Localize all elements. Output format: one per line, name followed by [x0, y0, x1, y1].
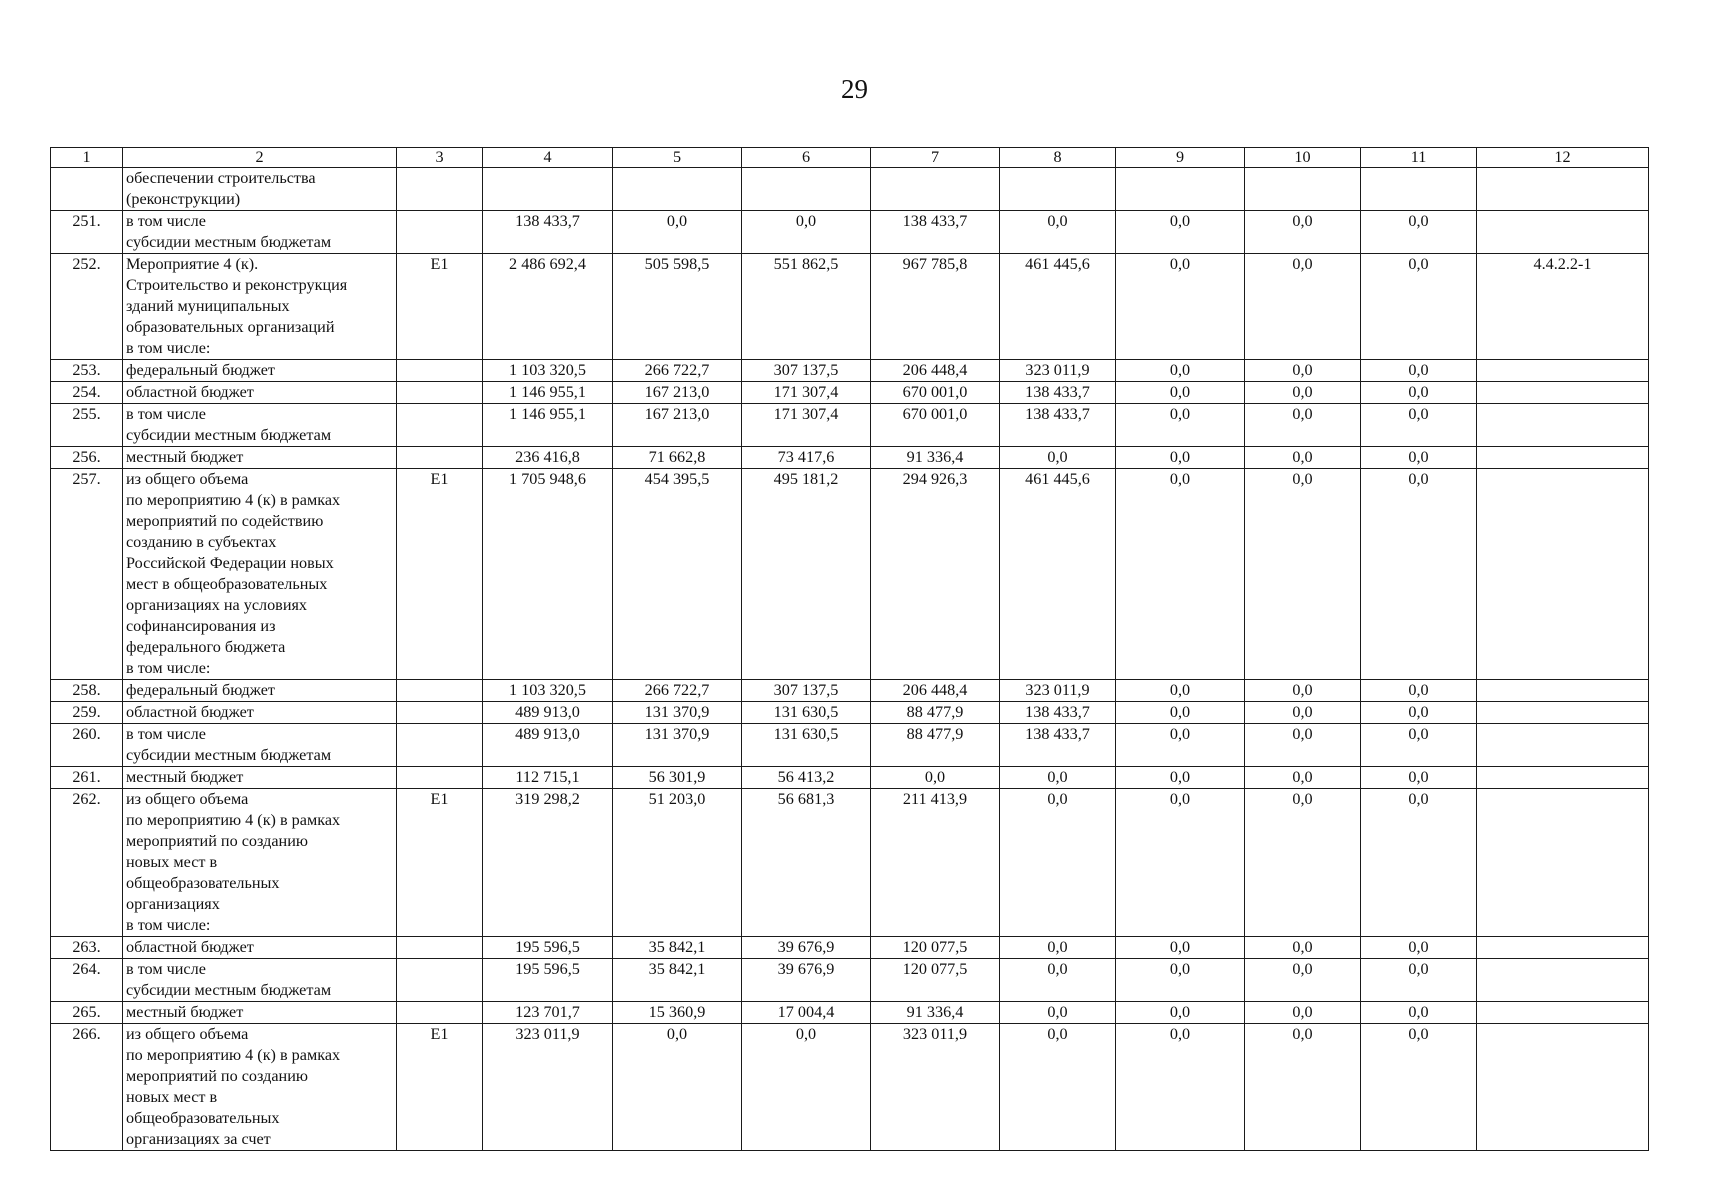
- value-cell: 0,0: [1245, 360, 1361, 382]
- table-body: [51, 168, 1649, 1151]
- value-cell: 56 301,9: [613, 767, 742, 789]
- row-code: [397, 724, 483, 767]
- value-cell: [871, 168, 1000, 211]
- row-description: местный бюджет: [123, 767, 397, 789]
- value-cell: 171 307,4: [742, 404, 871, 447]
- value-cell: 461 445,6: [1000, 469, 1116, 680]
- row-reference: [1477, 767, 1649, 789]
- value-cell: 0,0: [1000, 959, 1116, 1002]
- row-reference: [1477, 469, 1649, 680]
- value-cell: 138 433,7: [1000, 702, 1116, 724]
- value-cell: 0,0: [1245, 211, 1361, 254]
- value-cell: 0,0: [1361, 680, 1477, 702]
- value-cell: [1245, 168, 1361, 211]
- row-code: [397, 767, 483, 789]
- row-code: [397, 447, 483, 469]
- row-number: 260.: [51, 724, 123, 767]
- row-description: областной бюджет: [123, 937, 397, 959]
- row-reference: [1477, 724, 1649, 767]
- row-code: [397, 680, 483, 702]
- value-cell: 0,0: [1361, 382, 1477, 404]
- value-cell: 39 676,9: [742, 937, 871, 959]
- value-cell: 206 448,4: [871, 680, 1000, 702]
- row-code: Е1: [397, 254, 483, 360]
- row-description: федеральный бюджет: [123, 360, 397, 382]
- row-reference: [1477, 168, 1649, 211]
- value-cell: 0,0: [1245, 789, 1361, 937]
- row-number: 261.: [51, 767, 123, 789]
- value-cell: 0,0: [1000, 767, 1116, 789]
- value-cell: 0,0: [1361, 404, 1477, 447]
- row-description: в том числе субсидии местным бюджетам: [123, 404, 397, 447]
- row-number: 265.: [51, 1002, 123, 1024]
- value-cell: 1 705 948,6: [483, 469, 613, 680]
- value-cell: 495 181,2: [742, 469, 871, 680]
- value-cell: 0,0: [1245, 404, 1361, 447]
- value-cell: 294 926,3: [871, 469, 1000, 680]
- value-cell: 0,0: [1361, 767, 1477, 789]
- row-description: местный бюджет: [123, 1002, 397, 1024]
- value-cell: 0,0: [1361, 959, 1477, 1002]
- value-cell: 0,0: [1116, 447, 1245, 469]
- row-code: [397, 1002, 483, 1024]
- value-cell: 1 146 955,1: [483, 382, 613, 404]
- value-cell: 138 433,7: [1000, 382, 1116, 404]
- value-cell: 0,0: [1116, 1024, 1245, 1151]
- value-cell: 551 862,5: [742, 254, 871, 360]
- column-header: 8: [1000, 148, 1116, 168]
- row-code: Е1: [397, 789, 483, 937]
- column-header: 1: [51, 148, 123, 168]
- row-code: [397, 404, 483, 447]
- value-cell: 0,0: [613, 211, 742, 254]
- row-number: 262.: [51, 789, 123, 937]
- row-number: 259.: [51, 702, 123, 724]
- value-cell: 195 596,5: [483, 959, 613, 1002]
- value-cell: 0,0: [1116, 937, 1245, 959]
- row-reference: 4.4.2.2-1: [1477, 254, 1649, 360]
- value-cell: 236 416,8: [483, 447, 613, 469]
- row-reference: [1477, 1002, 1649, 1024]
- row-code: [397, 937, 483, 959]
- column-header: 3: [397, 148, 483, 168]
- row-reference: [1477, 382, 1649, 404]
- value-cell: 0,0: [1245, 469, 1361, 680]
- row-code: [397, 360, 483, 382]
- value-cell: 0,0: [1116, 680, 1245, 702]
- value-cell: [613, 168, 742, 211]
- value-cell: 0,0: [1361, 1024, 1477, 1151]
- value-cell: 0,0: [1116, 469, 1245, 680]
- value-cell: 0,0: [613, 1024, 742, 1151]
- table-row: [51, 1024, 1649, 1151]
- value-cell: 323 011,9: [483, 1024, 613, 1151]
- row-code: [397, 382, 483, 404]
- row-description: в том числе субсидии местным бюджетам: [123, 724, 397, 767]
- value-cell: 56 681,3: [742, 789, 871, 937]
- value-cell: 91 336,4: [871, 447, 1000, 469]
- value-cell: 17 004,4: [742, 1002, 871, 1024]
- row-number: 253.: [51, 360, 123, 382]
- value-cell: 131 630,5: [742, 702, 871, 724]
- value-cell: 670 001,0: [871, 404, 1000, 447]
- value-cell: 195 596,5: [483, 937, 613, 959]
- row-number: 257.: [51, 469, 123, 680]
- value-cell: 0,0: [1361, 447, 1477, 469]
- value-cell: 0,0: [1245, 680, 1361, 702]
- value-cell: 0,0: [1000, 211, 1116, 254]
- value-cell: 0,0: [1245, 767, 1361, 789]
- row-reference: [1477, 680, 1649, 702]
- table-row: [51, 168, 1649, 211]
- row-reference: [1477, 937, 1649, 959]
- table-row: [51, 937, 1649, 959]
- value-cell: 167 213,0: [613, 382, 742, 404]
- row-number: [51, 168, 123, 211]
- value-cell: 120 077,5: [871, 937, 1000, 959]
- table-row: [51, 211, 1649, 254]
- value-cell: 454 395,5: [613, 469, 742, 680]
- value-cell: 489 913,0: [483, 724, 613, 767]
- value-cell: 211 413,9: [871, 789, 1000, 937]
- value-cell: 1 103 320,5: [483, 360, 613, 382]
- row-description: в том числе субсидии местным бюджетам: [123, 211, 397, 254]
- table-row: [51, 789, 1649, 937]
- budget-table: [50, 147, 1649, 1151]
- value-cell: 0,0: [1245, 254, 1361, 360]
- value-cell: 15 360,9: [613, 1002, 742, 1024]
- value-cell: 35 842,1: [613, 937, 742, 959]
- table-row: [51, 254, 1649, 360]
- column-header: 4: [483, 148, 613, 168]
- column-header: 5: [613, 148, 742, 168]
- value-cell: 0,0: [1361, 360, 1477, 382]
- value-cell: 0,0: [871, 767, 1000, 789]
- value-cell: 138 433,7: [1000, 724, 1116, 767]
- value-cell: 0,0: [1000, 789, 1116, 937]
- row-code: Е1: [397, 1024, 483, 1151]
- row-code: [397, 211, 483, 254]
- value-cell: 0,0: [1245, 937, 1361, 959]
- value-cell: 0,0: [1000, 1024, 1116, 1151]
- value-cell: 71 662,8: [613, 447, 742, 469]
- value-cell: 266 722,7: [613, 360, 742, 382]
- value-cell: 138 433,7: [871, 211, 1000, 254]
- column-header: 7: [871, 148, 1000, 168]
- value-cell: 0,0: [1116, 767, 1245, 789]
- row-description: из общего объема по мероприятию 4 (к) в рамках мероприятий по созданию новых мест в общеобразовательных организациях в том числе:: [123, 789, 397, 937]
- value-cell: 0,0: [1116, 789, 1245, 937]
- value-cell: 123 701,7: [483, 1002, 613, 1024]
- row-description: областной бюджет: [123, 702, 397, 724]
- value-cell: 0,0: [1116, 724, 1245, 767]
- value-cell: 670 001,0: [871, 382, 1000, 404]
- value-cell: 0,0: [1245, 1002, 1361, 1024]
- row-description: областной бюджет: [123, 382, 397, 404]
- table-row: [51, 959, 1649, 1002]
- value-cell: [1116, 168, 1245, 211]
- value-cell: 0,0: [1116, 404, 1245, 447]
- value-cell: 171 307,4: [742, 382, 871, 404]
- value-cell: 323 011,9: [1000, 360, 1116, 382]
- row-number: 254.: [51, 382, 123, 404]
- row-code: [397, 959, 483, 1002]
- value-cell: 0,0: [1000, 447, 1116, 469]
- column-header: 2: [123, 148, 397, 168]
- value-cell: 0,0: [1000, 1002, 1116, 1024]
- value-cell: 0,0: [1116, 1002, 1245, 1024]
- value-cell: 51 203,0: [613, 789, 742, 937]
- value-cell: 0,0: [742, 211, 871, 254]
- value-cell: 2 486 692,4: [483, 254, 613, 360]
- table-row: [51, 724, 1649, 767]
- row-number: 256.: [51, 447, 123, 469]
- value-cell: 0,0: [1361, 254, 1477, 360]
- value-cell: 73 417,6: [742, 447, 871, 469]
- value-cell: 967 785,8: [871, 254, 1000, 360]
- value-cell: 319 298,2: [483, 789, 613, 937]
- row-description: федеральный бюджет: [123, 680, 397, 702]
- value-cell: 138 433,7: [483, 211, 613, 254]
- value-cell: 0,0: [1361, 211, 1477, 254]
- row-reference: [1477, 1024, 1649, 1151]
- value-cell: 88 477,9: [871, 702, 1000, 724]
- value-cell: 0,0: [1116, 254, 1245, 360]
- value-cell: [1361, 168, 1477, 211]
- value-cell: 323 011,9: [871, 1024, 1000, 1151]
- value-cell: 505 598,5: [613, 254, 742, 360]
- value-cell: 206 448,4: [871, 360, 1000, 382]
- column-header: 10: [1245, 148, 1361, 168]
- value-cell: 0,0: [1361, 789, 1477, 937]
- value-cell: 0,0: [1116, 382, 1245, 404]
- value-cell: 0,0: [742, 1024, 871, 1151]
- value-cell: 0,0: [1361, 724, 1477, 767]
- table-row: [51, 360, 1649, 382]
- row-description: в том числе субсидии местным бюджетам: [123, 959, 397, 1002]
- row-code: [397, 702, 483, 724]
- value-cell: 35 842,1: [613, 959, 742, 1002]
- row-number: 263.: [51, 937, 123, 959]
- row-reference: [1477, 404, 1649, 447]
- value-cell: 131 630,5: [742, 724, 871, 767]
- table-row: [51, 382, 1649, 404]
- header-row: [51, 148, 1649, 168]
- value-cell: 138 433,7: [1000, 404, 1116, 447]
- row-number: 252.: [51, 254, 123, 360]
- value-cell: 0,0: [1000, 937, 1116, 959]
- value-cell: 56 413,2: [742, 767, 871, 789]
- row-number: 251.: [51, 211, 123, 254]
- value-cell: 0,0: [1361, 469, 1477, 680]
- value-cell: 131 370,9: [613, 702, 742, 724]
- row-description: Мероприятие 4 (к). Строительство и реконструкция зданий муниципальных образовательных организаций в том числе:: [123, 254, 397, 360]
- column-header: 11: [1361, 148, 1477, 168]
- row-reference: [1477, 447, 1649, 469]
- row-reference: [1477, 702, 1649, 724]
- row-description: обеспечении строительства (реконструкции): [123, 168, 397, 211]
- value-cell: 39 676,9: [742, 959, 871, 1002]
- value-cell: 0,0: [1116, 702, 1245, 724]
- table-row: [51, 702, 1649, 724]
- row-description: местный бюджет: [123, 447, 397, 469]
- row-number: 258.: [51, 680, 123, 702]
- value-cell: 0,0: [1245, 382, 1361, 404]
- table-row: [51, 767, 1649, 789]
- row-code: [397, 168, 483, 211]
- row-number: 266.: [51, 1024, 123, 1151]
- value-cell: 88 477,9: [871, 724, 1000, 767]
- value-cell: [483, 168, 613, 211]
- row-reference: [1477, 211, 1649, 254]
- value-cell: [742, 168, 871, 211]
- row-reference: [1477, 789, 1649, 937]
- value-cell: 307 137,5: [742, 360, 871, 382]
- value-cell: 1 146 955,1: [483, 404, 613, 447]
- value-cell: 112 715,1: [483, 767, 613, 789]
- value-cell: 266 722,7: [613, 680, 742, 702]
- value-cell: 0,0: [1245, 959, 1361, 1002]
- row-description: из общего объема по мероприятию 4 (к) в рамках мероприятий по созданию новых мест в общеобразовательных организациях за счет: [123, 1024, 397, 1151]
- value-cell: 489 913,0: [483, 702, 613, 724]
- row-number: 255.: [51, 404, 123, 447]
- column-header: 12: [1477, 148, 1649, 168]
- value-cell: 91 336,4: [871, 1002, 1000, 1024]
- value-cell: 131 370,9: [613, 724, 742, 767]
- value-cell: 0,0: [1245, 1024, 1361, 1151]
- value-cell: 1 103 320,5: [483, 680, 613, 702]
- value-cell: 0,0: [1361, 937, 1477, 959]
- value-cell: 120 077,5: [871, 959, 1000, 1002]
- value-cell: 167 213,0: [613, 404, 742, 447]
- value-cell: 0,0: [1116, 211, 1245, 254]
- value-cell: 0,0: [1245, 724, 1361, 767]
- value-cell: 307 137,5: [742, 680, 871, 702]
- value-cell: 0,0: [1116, 959, 1245, 1002]
- table-row: [51, 404, 1649, 447]
- value-cell: 0,0: [1361, 702, 1477, 724]
- value-cell: 323 011,9: [1000, 680, 1116, 702]
- row-code: Е1: [397, 469, 483, 680]
- value-cell: 0,0: [1116, 360, 1245, 382]
- row-number: 264.: [51, 959, 123, 1002]
- value-cell: 0,0: [1245, 447, 1361, 469]
- value-cell: 0,0: [1361, 1002, 1477, 1024]
- column-header: 6: [742, 148, 871, 168]
- row-reference: [1477, 959, 1649, 1002]
- column-header: 9: [1116, 148, 1245, 168]
- value-cell: [1000, 168, 1116, 211]
- table-row: [51, 1002, 1649, 1024]
- table-row: [51, 469, 1649, 680]
- table-row: [51, 680, 1649, 702]
- row-description: из общего объема по мероприятию 4 (к) в рамках мероприятий по содействию созданию в субъектах Российской Федерации новых мест в общеобразовательных организациях на условиях софинансирования из федерального бюджета в том числе:: [123, 469, 397, 680]
- page-number: 29: [841, 74, 868, 104]
- value-cell: 0,0: [1245, 702, 1361, 724]
- row-reference: [1477, 360, 1649, 382]
- value-cell: 461 445,6: [1000, 254, 1116, 360]
- table-row: [51, 447, 1649, 469]
